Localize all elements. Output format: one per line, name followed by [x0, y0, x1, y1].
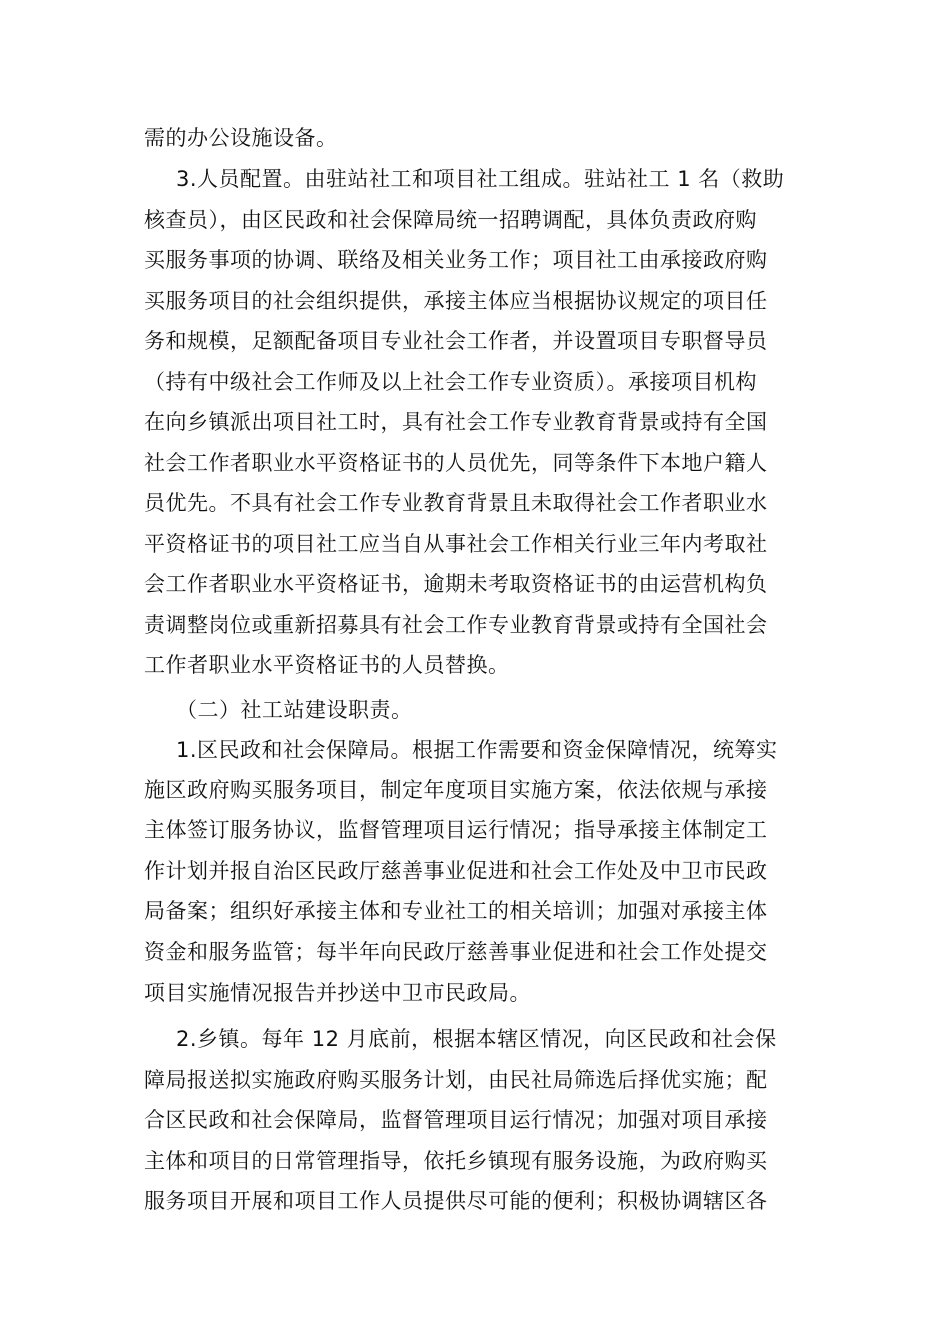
text-line: 施区政府购买服务项目，制定年度项目实施方案，依法依规与承接 — [144, 778, 768, 802]
text-line: 工作者职业水平资格证书的人员替换。 — [144, 653, 510, 677]
text-line: 责调整岗位或重新招募具有社会工作专业教育背景或持有全国社会 — [144, 613, 768, 637]
text-line: 作计划并报自治区民政厅慈善事业促进和社会工作处及中卫市民政 — [144, 859, 768, 883]
text-line: 资金和服务监管；每半年向民政厅慈善事业促进和社会工作处提交 — [144, 940, 768, 964]
text-line: 主体签订服务协议，监督管理项目运行情况；指导承接主体制定工 — [144, 818, 768, 842]
text-line: 局备案；组织好承接主体和专业社工的相关培训；加强对承接主体 — [144, 899, 768, 923]
text-line: 会工作者职业水平资格证书，逾期未考取资格证书的由运营机构负 — [144, 572, 768, 596]
text-line: 买服务项目的社会组织提供，承接主体应当根据协议规定的项目任 — [144, 289, 768, 313]
text-line: 2.乡镇。每年 12 月底前，根据本辖区情况，向区民政和社会保 — [176, 1027, 777, 1051]
text-line: 在向乡镇派出项目社工时，具有社会工作专业教育背景或持有全国 — [144, 410, 768, 434]
text-line: 核查员），由区民政和社会保障局统一招聘调配，具体负责政府购 — [144, 208, 757, 232]
text-line: 员优先。不具有社会工作专业教育背景且未取得社会工作者职业水 — [144, 491, 768, 515]
text-line: 1.区民政和社会保障局。根据工作需要和资金保障情况，统筹实 — [176, 738, 778, 762]
text-line: 社会工作者职业水平资格证书的人员优先，同等条件下本地户籍人 — [144, 451, 768, 475]
text-line: （持有中级社会工作师及以上社会工作专业资质）。承接项目机构 — [144, 370, 757, 394]
section-heading: （二）社工站建设职责。 — [176, 698, 413, 722]
text-line: 障局报送拟实施政府购买服务计划，由民社局筛选后择优实施；配 — [144, 1068, 768, 1092]
text-line: 需的办公设施设备。 — [144, 126, 338, 150]
text-line: 3.人员配置。由驻站社工和项目社工组成。驻站社工 1 名（救助 — [176, 167, 785, 191]
text-line: 务和规模，足额配备项目专业社会工作者，并设置项目专职督导员 — [144, 329, 768, 353]
text-line: 买服务事项的协调、联络及相关业务工作；项目社工由承接政府购 — [144, 248, 768, 272]
text-line: 平资格证书的项目社工应当自从事社会工作相关行业三年内考取社 — [144, 532, 768, 556]
text-line: 主体和项目的日常管理指导，依托乡镇现有服务设施，为政府购买 — [144, 1149, 768, 1173]
text-line: 服务项目开展和项目工作人员提供尽可能的便利；积极协调辖区各 — [144, 1189, 768, 1213]
text-line: 项目实施情况报告并抄送中卫市民政局。 — [144, 981, 531, 1005]
text-line: 合区民政和社会保障局，监督管理项目运行情况；加强对项目承接 — [144, 1108, 768, 1132]
